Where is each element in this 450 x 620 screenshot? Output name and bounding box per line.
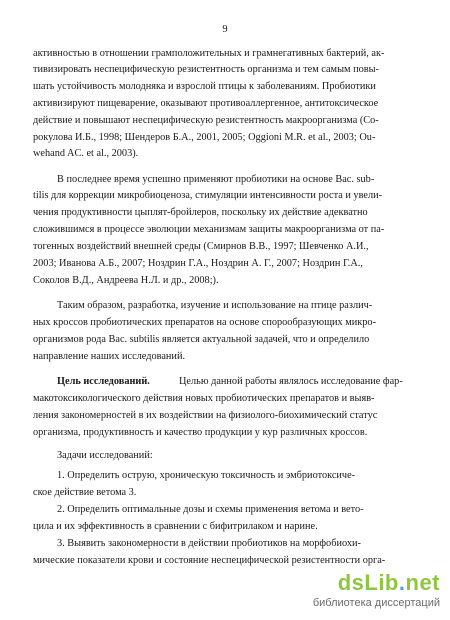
text-line: активностью в отношении грамположительных и грамнегативных бактерий, ак- — [33, 48, 385, 59]
text-line: тогенных воздействий внешней среды (Смирнов В.В., 1997; Шевченко А.И., — [33, 241, 369, 252]
list-item: 1. Определить острую, хроническую токсичность и эмбриотоксиче- — [57, 470, 356, 481]
watermark — [290, 570, 440, 614]
watermark-logo-main: dsLib — [337, 570, 399, 595]
watermark-subtitle: библиотека диссертаций — [312, 597, 440, 609]
text-line: ления закономерностей в их воздействии на физиолого-биохимический статус — [33, 410, 378, 421]
text-line: действие и повышают неспецифическую резистентность макроорганизма (Со- — [33, 115, 379, 126]
text-line: цила и их эффективность в сравнении с бифитрилаком и нарине. — [33, 521, 318, 532]
page-number: 9 — [222, 24, 228, 35]
text-line: чения продуктивности цыплят-бройлеров, поскольку их действие адекватно — [33, 207, 368, 218]
text-line: ское действие ветома 3. — [33, 487, 137, 498]
list-item: 3. Выявить закономерности в действии пробиотиков на морфобиохи- — [57, 538, 361, 549]
watermark-logo-dot: . — [398, 570, 406, 595]
watermark-logo — [290, 570, 440, 596]
text-line: Задачи исследований: — [57, 450, 153, 461]
text-line: 2003; Иванова А.Б., 2007; Ноздрин Г.А., Ноздрин А. Г., 2007; Ноздрин Г.А., — [33, 258, 363, 269]
text-line: рокулова И.Б., 1998; Шендеров Б.А., 2001, 2005; Oggioni M.R. et al., 2003; Ou- — [33, 132, 376, 143]
text-line: Соколов В.Д., Андреева Н.Л. и др., 2008;). — [33, 275, 219, 286]
text-line: направление наших исследований. — [33, 351, 186, 362]
text-line: В последнее время успешно применяют пробиотики на основе Bac. sub- — [57, 174, 375, 185]
text-line: макотоксикологического действия новых пробиотических препаратов и выяв- — [33, 393, 375, 404]
text-line: мические показатели крови и состояние неспецифической резистентности орга- — [33, 555, 386, 566]
text-line: активизируют пищеварение, оказывают противоаллергенное, антитоксическое — [33, 98, 379, 109]
text-line: tilis для коррекции микробиоценоза, стимуляции интенсивности роста и увели- — [33, 190, 383, 201]
text-line: организмов рода Bac. subtilis является актуальной задачей, что и определило — [33, 334, 370, 345]
text-line: wehand AC. et al., 2003). — [33, 148, 139, 159]
text-line: Целью данной работы являлось исследование фар- — [179, 376, 403, 387]
text-line: ных кроссов пробиотических препаратов на основе спорообразующих микро- — [33, 317, 377, 328]
text-line: тивизировать неспецифическую резистентность организма и тем самым повы- — [33, 64, 379, 75]
text-line: организма, продуктивность и качество продукции у кур различных кроссов. — [33, 427, 368, 438]
watermark-logo-tld: net — [405, 570, 440, 595]
text-line: сложившимся в процессе эволюции механизмам защиты макроорганизма от па- — [33, 224, 385, 235]
text-line: шать устойчивость молодняка и взрослой птицы к заболеваниям. Пробиотики — [33, 81, 376, 92]
goal-label: Цель исследований. — [57, 376, 150, 387]
list-item: 2. Определить оптимальные дозы и схемы применения ветома и вето- — [57, 504, 364, 515]
text-line: Таким образом, разработка, изучение и использование на птице различ- — [57, 300, 373, 311]
